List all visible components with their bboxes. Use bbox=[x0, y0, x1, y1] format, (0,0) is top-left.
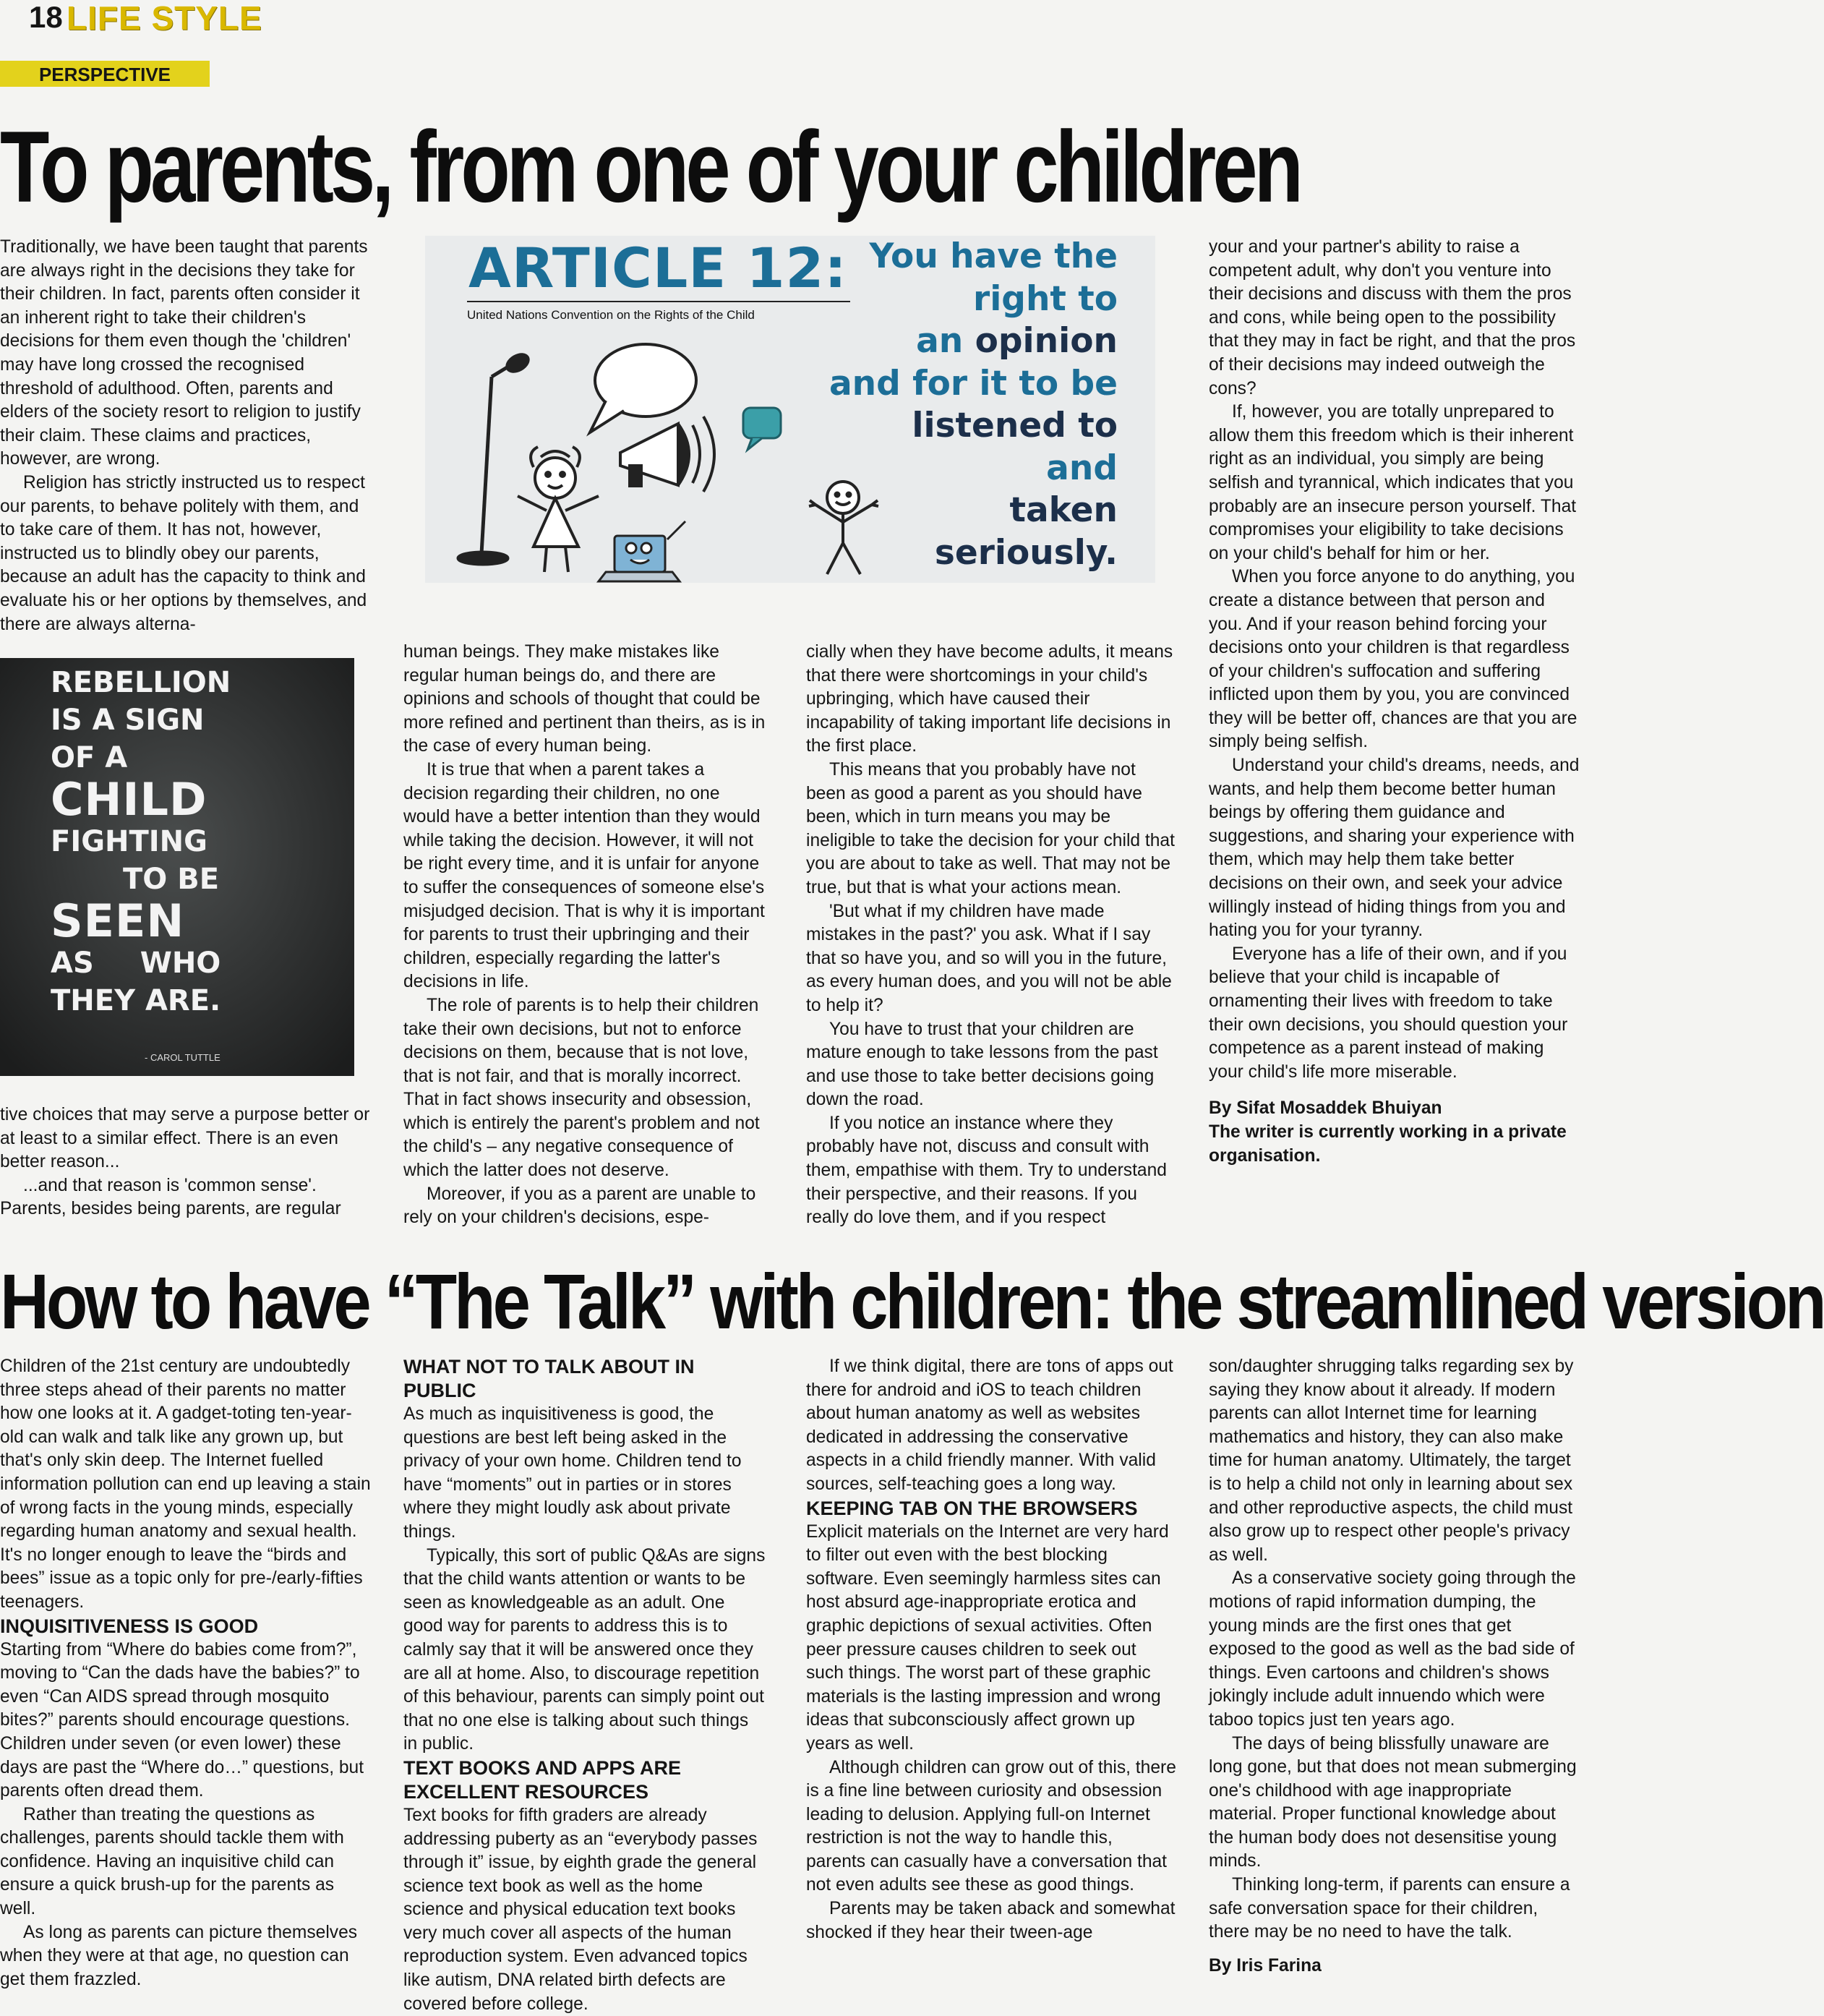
paragraph: Understand your child's dreams, needs, and wants, and help them become better human beings by offering them guidance and suggestions, and sharing your experience with them, which may help them take better decisions on their own, and seek your advice willingly instead of hiding things from you and hating you for your tyranny. bbox=[1209, 756, 1580, 941]
quote-line: TO BE bbox=[123, 863, 220, 896]
paragraph: Typically, this sort of public Q&As are signs that the child wants attention or wants to be seen as knowledgeable as an adult. One good way for parents to address this is to calmly say that it will be answered once they are all at home. Also, to discourage repetition of this behaviour, parents can simply point out that no one else is talking about such things in public. bbox=[403, 1545, 766, 1754]
statement-line: an opinion bbox=[916, 321, 1118, 361]
article2-col1 bbox=[0, 1355, 372, 1991]
paragraph: You have to trust that your children are mature enough to take lessons from the past and use those to take better decisions going down the road. bbox=[806, 1019, 1158, 1110]
quote-line: FIGHTING bbox=[51, 825, 207, 858]
paragraph: 'But what if my children have made mistakes in the past?' you ask. What if I say that so have you, and so will you in the future, as every human does, and you will not be able to help it? bbox=[806, 901, 1172, 1015]
paragraph: Children of the 21st century are undoubtedly three steps ahead of their parents no matter how one looks at it. A gadget-toting ten-year-old can walk and talk like any grown up, but that's only skin deep. The Internet fuelled information pollution can end up leaving a stain of wrong facts in the young minds, especially regarding human anatomy and sexual health. It's no longer enough to leave the “birds and bees” issue as a topic only for pre-/early-fifties teenagers. bbox=[0, 1357, 371, 1612]
author-bio: The writer is currently working in a private organisation. bbox=[1209, 1122, 1567, 1166]
article12-graphic bbox=[425, 236, 1155, 583]
section-title: LIFE STYLE bbox=[67, 0, 262, 37]
statement-line: taken bbox=[1009, 490, 1118, 530]
article12-title: ARTICLE 12: bbox=[468, 236, 847, 300]
statement-line: listened to bbox=[912, 406, 1118, 445]
article12-statement bbox=[800, 236, 1118, 574]
quote-line: OF A bbox=[51, 741, 128, 774]
quote-line: THEY ARE. bbox=[51, 984, 221, 1017]
article1-col3 bbox=[806, 641, 1176, 1230]
paragraph: The days of being blissfully unaware are long gone, but that does not mean submerging one's childhood with age inappropriate material. Proper functional knowledge about the human body does not desensitise young minds. bbox=[1209, 1733, 1577, 1871]
article1-headline: To parents, from one of your children bbox=[0, 110, 1300, 223]
article2-col4 bbox=[1209, 1355, 1583, 1978]
byline: By Iris Farina bbox=[1209, 1955, 1322, 1976]
paragraph: Rather than treating the questions as challenges, parents should tackle them with confidence. Having an inquisitive child can ensure a quick brush-up for the parents as well. bbox=[0, 1804, 344, 1919]
byline: By Sifat Mosaddek Bhuiyan bbox=[1209, 1098, 1442, 1119]
statement-line: You have the bbox=[869, 236, 1118, 276]
paragraph: human beings. They make mistakes like regular human beings do, and there are opinions and schools of thought that could be more refined and pertinent than theirs, as is in the case of every human being. bbox=[403, 642, 766, 756]
paragraph: As much as inquisitiveness is good, the questions are best left being asked in the privacy of your own home. Children tend to have “moments” out in parties or in stores where they might loudly ask about private things. bbox=[403, 1404, 742, 1542]
article12-subtitle: United Nations Convention on the Rights of the Child bbox=[467, 301, 850, 323]
article1-col4 bbox=[1209, 236, 1583, 1168]
paragraph: Everyone has a life of their own, and if you believe that your child is incapable of ornamenting their lives with freedom to take their own decisions, you should question your competence as a parent instead of making your child's life more miserable. bbox=[1209, 944, 1568, 1082]
paragraph: cially when they have become adults, it means that there were shortcomings in your child's upbringing, which have caused their incapability of taking important life decisions in the first place. bbox=[806, 642, 1173, 756]
paragraph: As long as parents can picture themselves when they were at that age, no question can get them frazzled. bbox=[0, 1922, 358, 1989]
paragraph: Religion has strictly instructed us to respect our parents, to behave politely with them, and to take care of them. It has not, however, instructed us to blindly obey our parents, because an adult has the capacity to think and evaluate his or her options by themselves, and there are always alterna- bbox=[0, 472, 367, 634]
paragraph: Moreover, if you as a parent are unable to rely on your children's decisions, espe- bbox=[403, 1184, 756, 1228]
quote-line: AS WHO bbox=[51, 947, 221, 980]
quote-text bbox=[51, 658, 347, 1020]
subheading: KEEPING TAB ON THE BROWSERS bbox=[806, 1497, 1138, 1519]
paragraph: When you force anyone to do anything, you create a distance between that person and you. And if your reason behind forcing your decisions onto your children is that regardless of your children's suffocation and suffering inflicted upon them by you, you are convinced they will be better off, chances are that you are simply being selfish. bbox=[1209, 567, 1577, 752]
paragraph: son/daughter shrugging talks regarding sex by saying they know about it already. If modern parents can allot Internet time for learning mathematics and history, they can also make time for human anatomy. Ultimately, the target is to help a child not only in learning about sex and other reproductive aspects, the child must also grow up to respect other people's privacy as well. bbox=[1209, 1357, 1574, 1565]
article2-headline: How to have “The Talk” with children: the streamlined version bbox=[0, 1257, 1824, 1345]
paragraph: Text books for fifth graders are already addressing puberty as an “everybody passes through it” issue, by eighth grade the general science text book as well as the home science and physical education text books very much cover all aspects of the human reproduction system. Even advanced topics like autism, DNA related birth defects are covered before college. bbox=[403, 1805, 758, 2014]
quote-author: - CAROL TUTTLE bbox=[145, 1052, 220, 1063]
paragraph: Thinking long-term, if parents can ensure a safe conversation space for their children, there may be no need to have the talk. bbox=[1209, 1875, 1570, 1942]
statement-line: and for it to be bbox=[828, 363, 1118, 403]
article1-col1a bbox=[0, 236, 372, 636]
subheading: WHAT NOT TO TALK ABOUT IN PUBLIC bbox=[403, 1356, 695, 1401]
article1-col2 bbox=[403, 641, 766, 1230]
paragraph: Parents may be taken aback and somewhat shocked if they hear their tween-age bbox=[806, 1899, 1176, 1942]
paragraph: tive choices that may serve a purpose better or at least to a similar effect. There is an even better reason... bbox=[0, 1105, 370, 1172]
article2-col3 bbox=[806, 1355, 1176, 1944]
paragraph: Traditionally, we have been taught that parents are always right in the decisions they take for their children. In fact, parents often consider it an inherent right to take their children's decisions for them even though the 'children' may have long crossed the recognised threshold of adulthood. Often, parents and elders of the society resort to religion to justify their claim. These claims and practices, however, are wrong. bbox=[0, 237, 368, 469]
paragraph: It is true that when a parent takes a decision regarding their children, no one would have a better intention than they would while taking the decision. However, it will not be right every time, and it is unfair for anyone to suffer the consequences of someone else's misjudged decision. That is why it is important for parents to trust their upbringing and their children, especially regarding the latter's decisions in life. bbox=[403, 759, 765, 992]
quote-chalkboard-image bbox=[0, 658, 354, 1076]
quote-line: IS A SIGN bbox=[51, 704, 205, 737]
paragraph: your and your partner's ability to raise a competent adult, why don't you venture into their decisions and discuss with them the pros and cons, while being open to the possibility that they may in fact be right, and that the pros of their decisions may indeed outweigh the cons? bbox=[1209, 237, 1576, 398]
paragraph: Although children can grow out of this, there is a fine line between curiosity and obsession leading to delusion. Applying full-on Internet restriction is not the way to handle this, parents can casually have a conversation that not even adults see these as good things. bbox=[806, 1757, 1176, 1895]
article2-col2 bbox=[403, 1355, 766, 2016]
paragraph: If you notice an instance where they probably have not, discuss and consult with them, empathise with them. Try to understand their perspective, and their reasons. If you really do love them, and if you respect bbox=[806, 1113, 1167, 1228]
subheading: INQUISITIVENESS IS GOOD bbox=[0, 1615, 259, 1637]
paragraph: ...and that reason is 'common sense'. Parents, besides being parents, are regular bbox=[0, 1175, 341, 1219]
paragraph: As a conservative society going through the motions of rapid information dumping, the young minds are the first ones that get exposed to the good as well as the bad side of things. Even cartoons and children's shows jokingly include adult innuendo which were taboo topics just ten years ago. bbox=[1209, 1568, 1576, 1730]
page-number: 18 bbox=[29, 0, 63, 34]
paragraph: If we think digital, there are tons of apps out there for android and iOS to teach children about human anatomy as well as websites dedicated in addressing the conservative aspects in a child friendly manner. With valid sources, self-teaching goes a long way. bbox=[806, 1357, 1173, 1494]
paragraph: Explicit materials on the Internet are very hard to filter out even with the best blocking software. Even seemingly harmless sites can host absurd age-inappropriate erotica and graphic depictions of sexual activities. Often peer pressure causes children to seek out such things. The worst part of these graphic materials is the lasting impression and wrong ideas that subconsciously affect grown up years as well. bbox=[806, 1521, 1169, 1754]
quote-line: REBELLION bbox=[51, 666, 231, 699]
statement-word: opinion bbox=[975, 321, 1118, 361]
subheading: TEXT BOOKS AND APPS ARE EXCELLENT RESOURCES bbox=[403, 1756, 682, 1803]
paragraph: Starting from “Where do babies come from?”, moving to “Can the dads have the babies?” to even “Can AIDS spread through mosquito bites?” parents should encourage questions. Children under seven (or even lower) these days are past the “Where do…” questions, but parents often dread them. bbox=[0, 1639, 364, 1801]
paragraph: This means that you probably have not been as good a parent as you should have been, which in turn means you may be ineligible to take the decision for your child that you are about to take as well. That may not be true, but that is what your actions mean. bbox=[806, 759, 1175, 897]
article1-col1b bbox=[0, 1103, 372, 1221]
kicker-label: PERSPECTIVE bbox=[0, 61, 210, 87]
quote-line: SEEN bbox=[51, 894, 185, 947]
statement-line: right to bbox=[973, 278, 1118, 319]
statement-line: seriously. bbox=[934, 532, 1118, 573]
statement-line: and bbox=[1046, 448, 1118, 488]
paragraph: If, however, you are totally unprepared to allow them this freedom which is their inherent right as an individual, you simply are being selfish and tyrannical, which indicates that you probably are an insecure person yourself. That compromises your eligibility to take decisions on your child's behalf for him or her. bbox=[1209, 402, 1577, 563]
quote-line: CHILD bbox=[51, 773, 207, 826]
paragraph: The role of parents is to help their children take their own decisions, but not to enforce decisions on them, because that is not love, that is not fair, and that is morally incorrect. That in fact shows insecurity and obsession, which is entirely the parent's problem and not the child's – any negative consequence of which the latter does not deserve. bbox=[403, 995, 760, 1181]
